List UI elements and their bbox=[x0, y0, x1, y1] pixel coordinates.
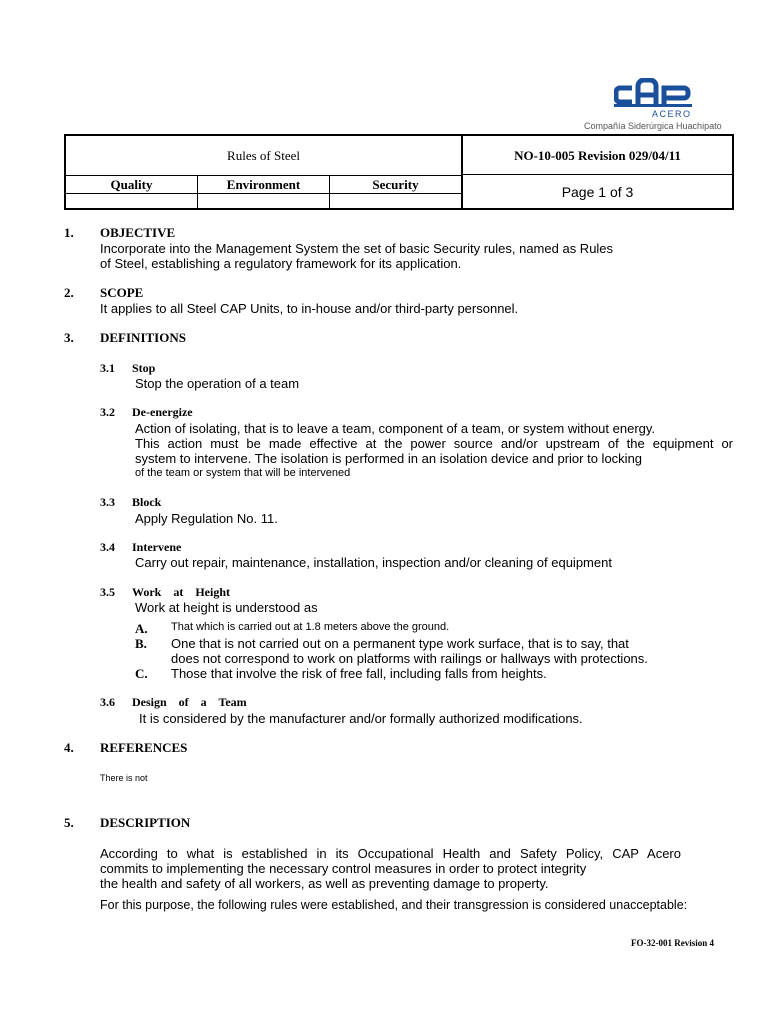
description-line-4: For this purpose, the following rules were established, and their transgression is considered unacceptable: bbox=[100, 898, 688, 912]
item-c-text: Those that involve the risk of free fall, including falls from heights. bbox=[171, 666, 547, 681]
section-2-number: 2. bbox=[64, 285, 74, 300]
description-line-1: According to what is established in its Occupational Health and Safety Policy, CAP Acero bbox=[100, 846, 681, 861]
description-line-2: commits to implementing the necessary control measures in order to protect integrity bbox=[100, 861, 587, 876]
section-2-title: SCOPE bbox=[100, 285, 144, 300]
section-5-number: 5. bbox=[64, 815, 74, 830]
def-3-2-title: De-energize bbox=[132, 405, 193, 419]
section-1-title: OBJECTIVE bbox=[100, 225, 176, 240]
def-3-1-title: Stop bbox=[132, 361, 156, 375]
cap-logo-mark bbox=[614, 78, 694, 108]
def-3-6-text: It is considered by the manufacturer and/or formally authorized modifications. bbox=[139, 711, 583, 726]
def-3-4-title: Intervene bbox=[132, 540, 182, 554]
logo-subtitle-company: Compañía Siderúrgica Huachipato bbox=[584, 121, 722, 131]
document-title: Rules of Steel bbox=[227, 148, 300, 163]
document-header-table bbox=[64, 134, 734, 210]
section-3-title: DEFINITIONS bbox=[100, 330, 186, 345]
company-logo bbox=[584, 78, 728, 134]
column-environment: Environment bbox=[226, 177, 301, 192]
section-4-title: REFERENCES bbox=[100, 740, 188, 755]
item-c-letter: C. bbox=[135, 666, 148, 681]
item-b-text-2: does not correspond to work on platforms with railings or hallways with protections. bbox=[171, 651, 648, 666]
def-3-5-title: Work at Height bbox=[132, 585, 230, 599]
description-line-3: the health and safety of all workers, as well as preventing damage to property. bbox=[100, 876, 549, 891]
def-3-2-line-2: This action must be made effective at the power source and/or upstream of the equipment or bbox=[135, 436, 733, 451]
column-security: Security bbox=[372, 177, 419, 192]
item-b-text: One that is not carried out on a permanent type work surface, that is to say, that bbox=[171, 636, 629, 651]
section-4-number: 4. bbox=[64, 740, 74, 755]
def-3-2-line-1: Action of isolating, that is to leave a team, component of a team, or system without energy. bbox=[135, 421, 656, 436]
def-3-4-text: Carry out repair, maintenance, installation, inspection and/or cleaning of equipment bbox=[135, 555, 612, 570]
section-1-number: 1. bbox=[64, 225, 74, 240]
def-3-3-number: 3.3 bbox=[100, 495, 115, 509]
column-quality: Quality bbox=[110, 177, 153, 192]
def-3-3-title: Block bbox=[132, 495, 162, 509]
scope-line-1: It applies to all Steel CAP Units, to in-house and/or third-party personnel. bbox=[100, 301, 519, 316]
def-3-5-number: 3.5 bbox=[100, 585, 115, 599]
section-5-title: DESCRIPTION bbox=[100, 815, 191, 830]
def-3-2-line-4: of the team or system that will be intervened bbox=[135, 467, 351, 479]
page-indicator: Page 1 of 3 bbox=[561, 184, 634, 200]
def-3-1-number: 3.1 bbox=[100, 361, 115, 375]
logo-subtitle-acero: ACERO bbox=[652, 109, 692, 119]
def-3-2-line-3: system to intervene. The isolation is performed in an isolation device and prior to locking bbox=[135, 451, 643, 466]
item-a-text: That which is carried out at 1.8 meters above the ground. bbox=[171, 621, 450, 633]
def-3-2-number: 3.2 bbox=[100, 405, 115, 419]
def-3-5-text: Work at height is understood as bbox=[135, 600, 318, 615]
objective-line-2: of Steel, establishing a regulatory framework for its application. bbox=[100, 256, 462, 271]
def-3-6-title: Design of a Team bbox=[132, 695, 247, 709]
section-3-number: 3. bbox=[64, 330, 74, 345]
def-3-1-text: Stop the operation of a team bbox=[135, 376, 300, 391]
objective-line-1: Incorporate into the Management System the set of basic Security rules, named as Rules bbox=[100, 241, 614, 256]
item-b-letter: B. bbox=[135, 636, 147, 651]
item-a-letter: A. bbox=[135, 621, 148, 636]
references-text: There is not bbox=[100, 773, 148, 783]
def-3-3-text: Apply Regulation No. 11. bbox=[135, 511, 278, 526]
def-3-6-number: 3.6 bbox=[100, 695, 115, 709]
form-revision-footer: FO-32-001 Revision 4 bbox=[631, 938, 714, 948]
document-code: NO-10-005 Revision 029/04/11 bbox=[514, 148, 681, 163]
def-3-4-number: 3.4 bbox=[100, 540, 115, 554]
